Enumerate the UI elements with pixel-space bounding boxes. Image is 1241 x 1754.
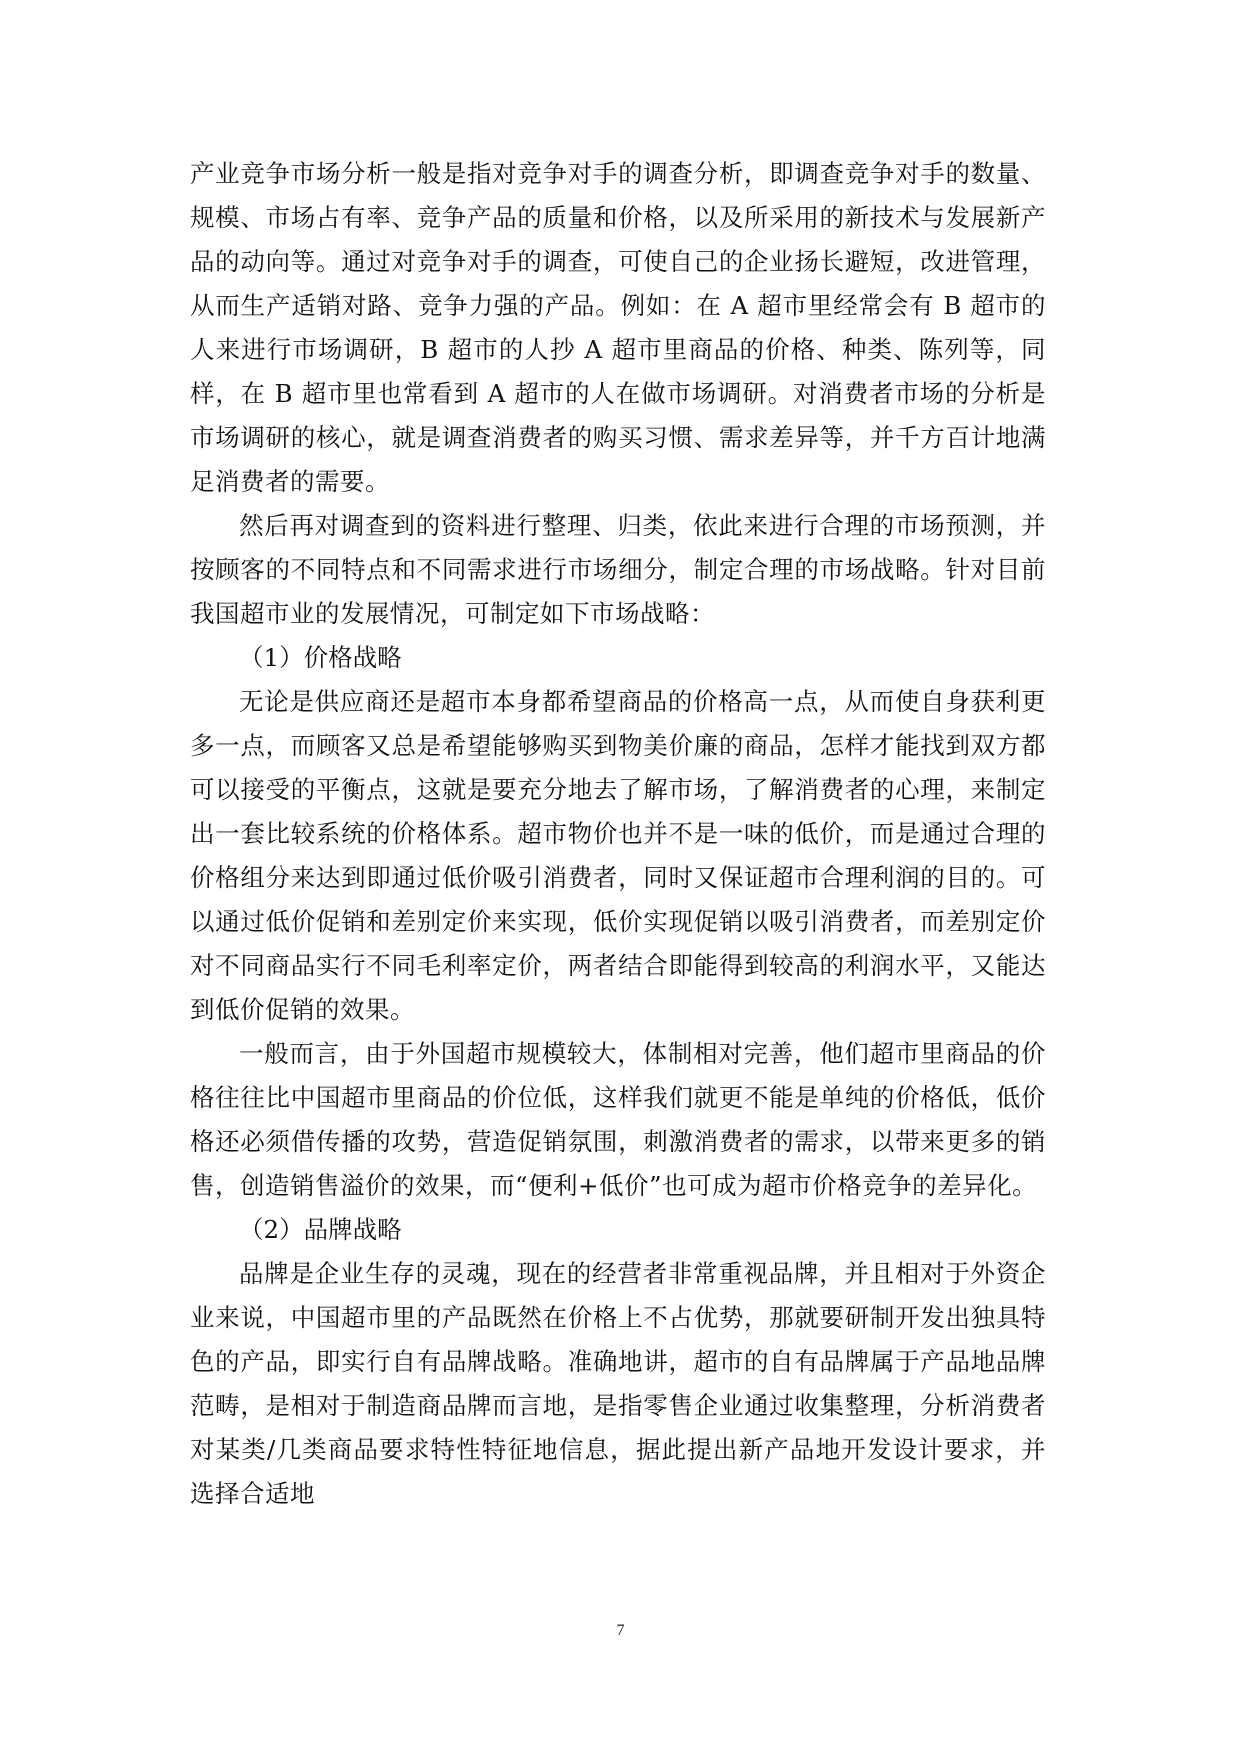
section-heading-price-strategy: （1）价格战略 — [239, 643, 402, 672]
paragraph-price-balance: 无论是供应商还是超市本身都希望商品的价格高一点，从而使自身获利更多一点，而顾客又总是希望能够购买到物美价廉的商品，怎样才能找到双方都可以接受的平衡点，这就是要充分地去了解市场，了解消费者的心理，来制定出一套比较系统的价格体系。超市物价也并不是一味的低价，而是通过合理的价格组分来达到即通过低价吸引消费者，同时又保证超市合理利润的目的。可以通过低价促销和差别定价来实现，低价实现促销以吸引消费者，而差别定价对不同商品实行不同毛利率定价，两者结合即能得到较高的利润水平，又能达到低价促销的效果。 — [190, 687, 1046, 1024]
paragraph-private-label: 品牌是企业生存的灵魂，现在的经营者非常重视品牌，并且相对于外资企业来说，中国超市里的产品既然在价格上不占优势，那就要研制开发出独具特色的产品，即实行自有品牌战略。准确地讲，超市的自有品牌属于产品地品牌范畴，是相对于制造商品牌而言地，是指零售企业通过收集整理，分析消费者对某类/几类商品要求特性特征地信息，据此提出新产品地开发设计要求，并选择合适地 — [190, 1259, 1046, 1508]
paragraph-foreign-supermarkets: 一般而言，由于外国超市规模较大，体制相对完善，他们超市里商品的价格往往比中国超市里商品的价位低，这样我们就更不能是单纯的价格低，低价格还必须借传播的攻势，营造促销氛围，刺激消费者的需求，以带来更多的销售，创造销售溢价的效果，而“便利+低价”也可成为超市价格竞争的差异化。 — [190, 1039, 1046, 1200]
document-body — [190, 152, 1046, 1516]
section-heading-brand-strategy: （2）品牌战略 — [239, 1215, 402, 1244]
paragraph-competition-analysis: 产业竞争市场分析一般是指对竞争对手的调查分析，即调查竞争对手的数量、规模、市场占有率、竞争产品的质量和价格，以及所采用的新技术与发展新产品的动向等。通过对竞争对手的调查，可使自己的企业扬长避短，改进管理，从而生产适销对路、竞争力强的产品。例如：在 A 超市里经常会有 B 超市的人来进行市场调研，B 超市的人抄 A 超市里商品的价格、种类、陈列等，同样，在 B 超市里也常看到 A 超市的人在做市场调研。对消费者市场的分析是市场调研的核心，就是调查消费者的购买习惯、需求差异等，并千方百计地满足消费者的需要。 — [190, 159, 1046, 496]
paragraph-market-strategy-intro: 然后再对调查到的资料进行整理、归类，依此来进行合理的市场预测，并按顾客的不同特点和不同需求进行市场细分，制定合理的市场战略。针对目前我国超市业的发展情况，可制定如下市场战略： — [190, 511, 1046, 628]
page-number: 7 — [616, 1622, 625, 1639]
